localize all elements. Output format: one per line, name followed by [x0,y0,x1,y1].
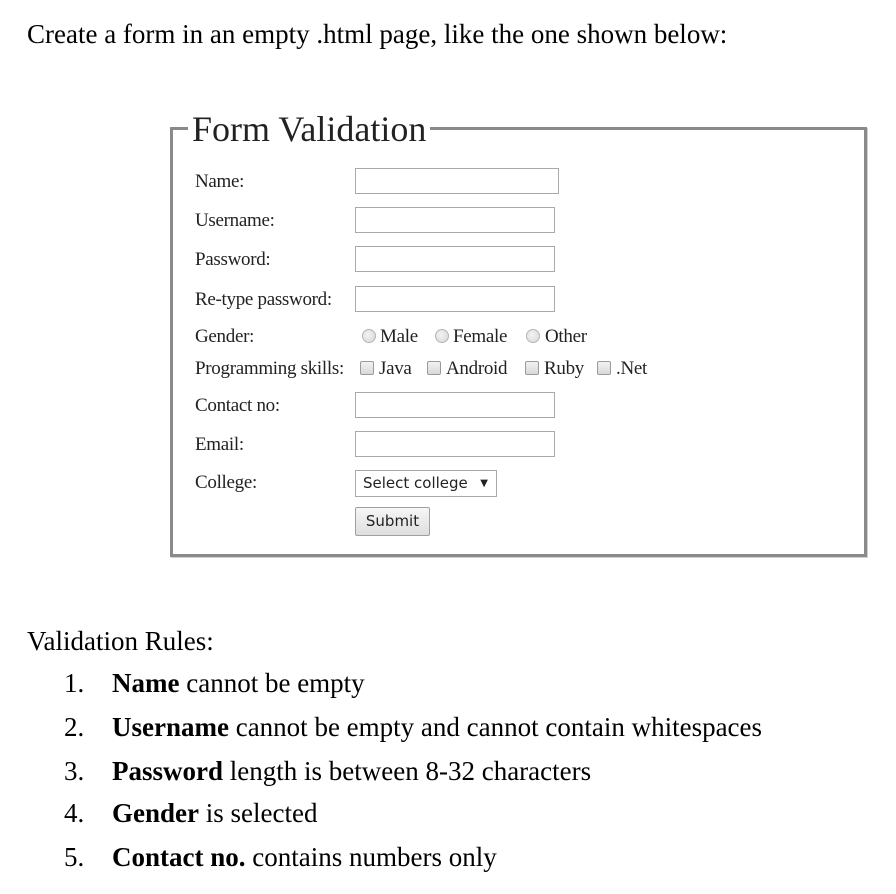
email-input[interactable] [355,431,555,457]
dropdown-arrow-icon: ▼ [480,478,488,489]
college-select[interactable] [355,470,497,497]
name-label: Name: [195,171,245,192]
list-text [112,710,762,744]
form-legend: Form Validation [188,108,430,150]
list-number: 5. [64,842,85,872]
programming-skills-label: Programming skills: [195,358,344,379]
rule-description: is selected [199,798,318,828]
college-select-value: Select college [363,474,468,492]
gender-female-radio[interactable] [435,329,449,343]
rule-keyword: Password [112,756,224,786]
gender-other-label: Other [545,326,587,347]
list-number: 4. [64,798,85,828]
skill-java-checkbox[interactable] [360,361,374,375]
skill-ruby-label: Ruby [544,358,584,379]
gender-female-label: Female [453,326,508,347]
rule-keyword: Username [112,712,229,742]
contact-label: Contact no: [195,395,280,416]
username-input[interactable] [355,207,555,233]
password-input[interactable] [355,246,555,272]
list-text [112,840,497,874]
gender-other-radio[interactable] [526,329,540,343]
list-number: 1. [64,668,85,698]
rule-description: cannot be empty and cannot contain whitespaces [228,712,763,742]
list-text [112,754,591,788]
password-label: Password: [195,249,271,270]
rule-keyword: Name [112,668,180,698]
name-input[interactable] [355,168,559,194]
retype-password-label: Re-type password: [195,289,332,310]
skill-ruby-checkbox[interactable] [525,361,539,375]
list-text [112,666,365,700]
skill-java-label: Java [379,358,412,379]
username-label: Username: [195,210,275,231]
email-label: Email: [195,434,244,455]
rule-keyword: Gender [112,798,199,828]
rule-keyword: Contact no. [112,842,246,872]
rule-description: cannot be empty [179,668,365,698]
submit-button[interactable]: Submit [355,507,430,536]
rule-description: contains numbers only [245,842,497,872]
skill-android-checkbox[interactable] [427,361,441,375]
list-number: 2. [64,712,85,742]
gender-label: Gender: [195,326,255,347]
retype-password-input[interactable] [355,286,555,312]
list-text [112,796,317,830]
skill-net-label: .Net [616,358,647,379]
instruction-text: Create a form in an empty .html page, like the one shown below: [27,19,728,49]
skill-net-checkbox[interactable] [597,361,611,375]
college-label: College: [195,472,257,493]
gender-male-radio[interactable] [362,329,376,343]
contact-input[interactable] [355,392,555,418]
rule-description: length is between 8-32 characters [223,756,592,786]
rules-title: Validation Rules: [27,626,214,656]
skill-android-label: Android [446,358,508,379]
list-number: 3. [64,756,85,786]
gender-male-label: Male [380,326,418,347]
